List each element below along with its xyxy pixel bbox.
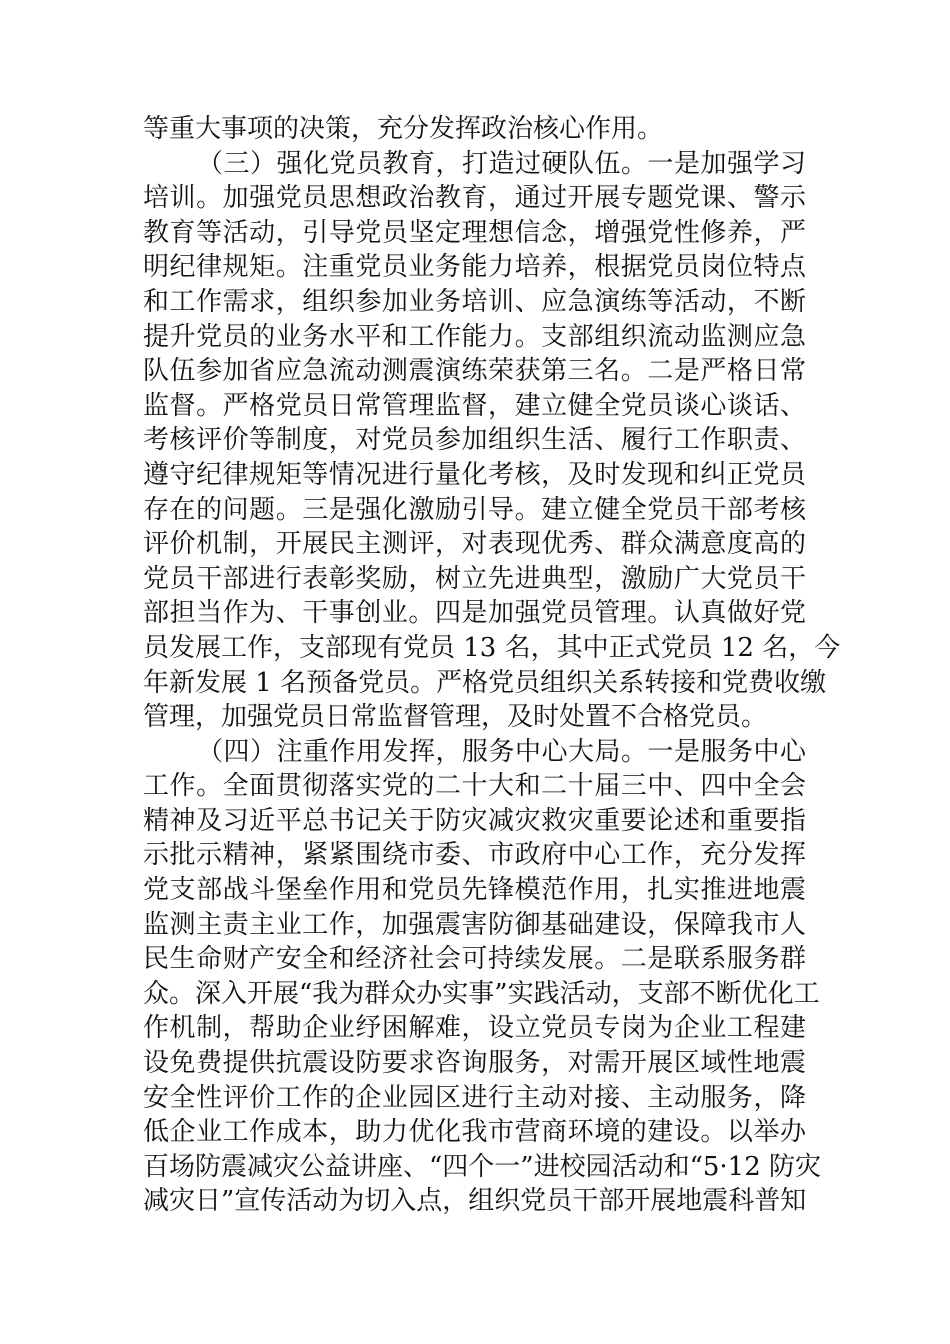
text-line: 工作。全面贯彻落实党的二十大和二十届三中、四中全会 xyxy=(143,771,806,802)
text-line: 明纪律规矩。注重党员业务能力培养，根据党员岗位特点 xyxy=(143,252,806,283)
text-line: 作机制，帮助企业纾困解难，设立党员专岗为企业工程建 xyxy=(143,1013,806,1044)
text-line: 考核评价等制度，对党员参加组织生活、履行工作职责、 xyxy=(143,425,806,456)
text-line: 存在的问题。三是强化激励引导。建立健全党员干部考核 xyxy=(143,494,806,525)
text-line: 党员干部进行表彰奖励，树立先进典型，激励广大党员干 xyxy=(143,563,806,594)
text-line: 等重大事项的决策，充分发挥政治核心作用。 xyxy=(143,114,664,144)
text-line: 员发展工作，支部现有党员 13 名，其中正式党员 12 名，今 xyxy=(143,632,841,663)
text-line: 示批示精神，紧紧围绕市委、市政府中心工作，充分发挥 xyxy=(143,840,806,871)
text-line: 遵守纪律规矩等情况进行量化考核，及时发现和纠正党员 xyxy=(143,459,806,490)
text-line: 评价机制，开展民主测评，对表现优秀、群众满意度高的 xyxy=(143,529,806,560)
text-line: 和工作需求，组织参加业务培训、应急演练等活动，不断 xyxy=(143,286,806,317)
text-line: 民生命财产安全和经济社会可持续发展。二是联系服务群 xyxy=(143,944,806,975)
text-line: 部担当作为、干事创业。四是加强党员管理。认真做好党 xyxy=(143,598,806,629)
text-line: 减灾日”宣传活动为切入点，组织党员干部开展地震科普知 xyxy=(143,1186,807,1217)
text-line: 低企业工作成本，助力优化我市营商环境的建设。以举办 xyxy=(143,1117,806,1148)
text-line: 年新发展 1 名预备党员。严格党员组织关系转接和党费收缴 xyxy=(143,667,827,698)
text-line: （四）注重作用发挥，服务中心大局。一是服务中心 xyxy=(197,736,806,767)
text-line: 众。深入开展“我为群众办实事”实践活动，支部不断优化工 xyxy=(143,978,820,1009)
text-line: 安全性评价工作的企业园区进行主动对接、主动服务，降 xyxy=(143,1082,806,1113)
text-line: 教育等活动，引导党员坚定理想信念，增强党性修养，严 xyxy=(143,217,806,248)
text-line: 管理，加强党员日常监督管理，及时处置不合格党员。 xyxy=(143,702,768,733)
text-line: 监测主责主业工作，加强震害防御基础建设，保障我市人 xyxy=(143,909,806,940)
text-line: 监督。严格党员日常管理监督，建立健全党员谈心谈话、 xyxy=(143,390,806,421)
text-line: 精神及习近平总书记关于防灾减灾救灾重要论述和重要指 xyxy=(143,805,806,836)
document-body xyxy=(143,112,841,1219)
text-line: 党支部战斗堡垒作用和党员先锋模范作用，扎实推进地震 xyxy=(143,875,806,906)
text-line: 队伍参加省应急流动测震演练荣获第三名。二是严格日常 xyxy=(143,356,806,387)
text-line: （三）强化党员教育，打造过硬队伍。一是加强学习 xyxy=(197,148,806,179)
text-line: 培训。加强党员思想政治教育，通过开展专题党课、警示 xyxy=(143,183,806,214)
text-line: 百场防震减灾公益讲座、“四个一”进校园活动和“5·12 防灾 xyxy=(143,1151,822,1182)
text-line: 设免费提供抗震设防要求咨询服务，对需开展区域性地震 xyxy=(143,1048,806,1079)
text-line: 提升党员的业务水平和工作能力。支部组织流动监测应急 xyxy=(143,321,806,352)
